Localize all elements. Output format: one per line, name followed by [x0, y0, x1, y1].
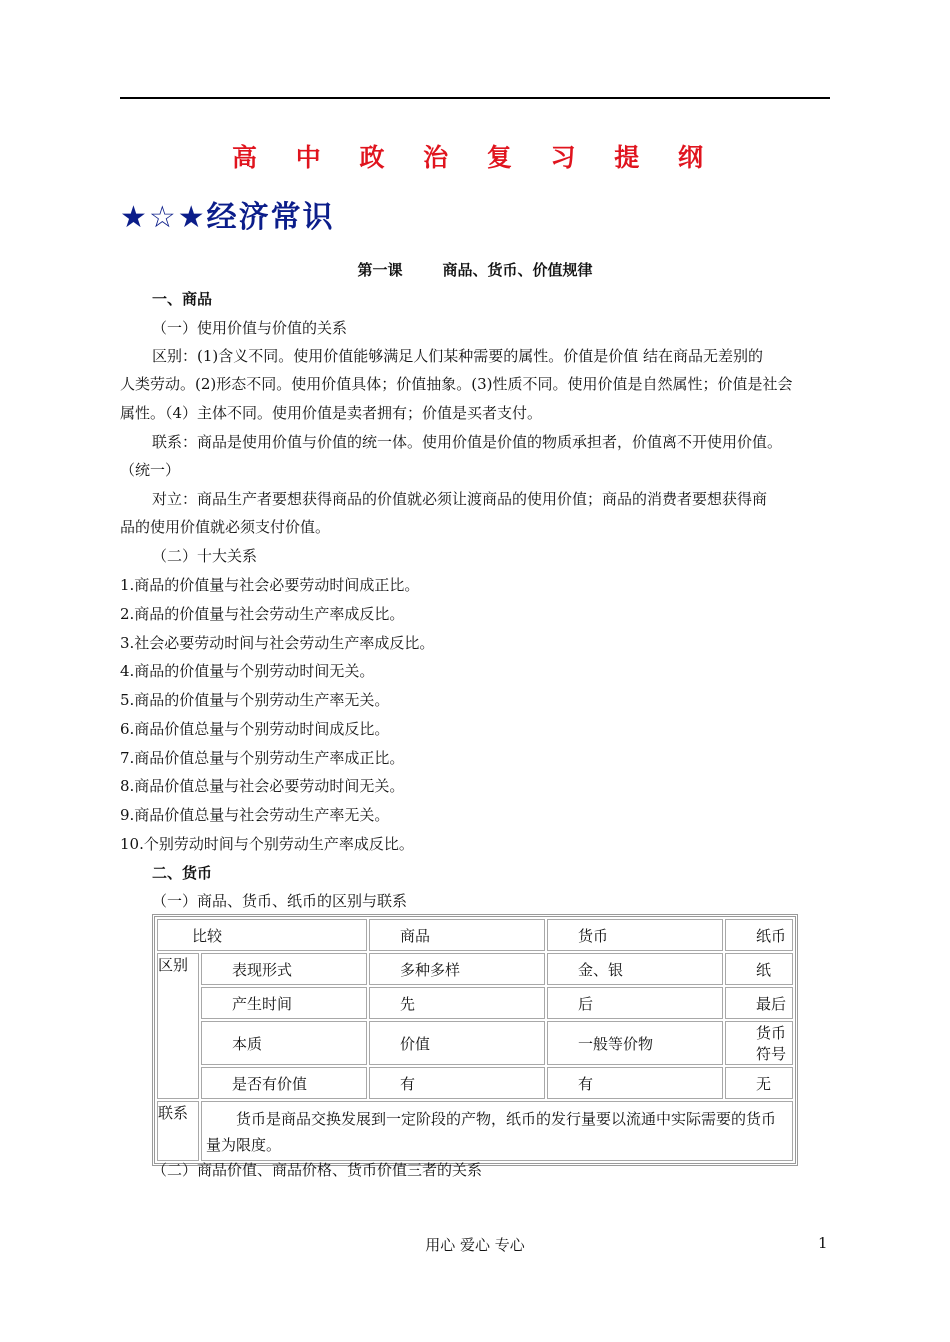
header-cell: 纸币	[725, 919, 793, 951]
table-link-row	[157, 1101, 793, 1161]
diff-label-cell: 区别	[157, 953, 199, 1099]
header-cell: 货币	[547, 919, 723, 951]
table-row	[157, 1067, 793, 1099]
header-rule	[120, 97, 830, 99]
opp-line-2: 品的使用价值就必须支付价值。	[120, 518, 331, 536]
part2-heading: 二、货币	[152, 864, 213, 882]
relation-item: 5.商品的价值量与个别劳动生产率无关。	[120, 691, 390, 709]
relation-item: 2.商品的价值量与社会劳动生产率成反比。	[120, 605, 405, 623]
table-cell: 多种多样	[369, 953, 545, 985]
part1-heading: 一、商品	[152, 290, 213, 308]
table-cell: 纸	[725, 953, 793, 985]
footer-motto: 用心 爱心 专心	[425, 1236, 525, 1254]
table-cell: 本质	[201, 1021, 367, 1065]
header-cell: 商品	[369, 919, 545, 951]
lesson-heading	[0, 259, 950, 280]
table-row	[157, 953, 793, 985]
page-number: 1	[818, 1234, 828, 1252]
page-title: 高 中 政 治 复 习 提 纲	[232, 143, 718, 172]
table-row	[157, 1021, 793, 1065]
part2-sub2: （二）商品价值、商品价格、货币价值三者的关系	[152, 1161, 483, 1179]
header-cell: 比较	[157, 919, 367, 951]
relation-item: 8.商品价值总量与社会必要劳动时间无关。	[120, 777, 405, 795]
relation-item: 3.社会必要劳动时间与社会劳动生产率成反比。	[120, 634, 435, 652]
diff-line-3: 属性。（4）主体不同。使用价值是卖者拥有；价值是买者支付。	[120, 404, 543, 422]
relation-item: 4.商品的价值量与个别劳动时间无关。	[120, 662, 375, 680]
table-cell: 产生时间	[201, 987, 367, 1019]
diff-line-2: 人类劳动。(2)形态不同。使用价值具体；价值抽象。(3)性质不同。使用价值是自然属性；价值是社会	[120, 375, 793, 393]
table-cell: 是否有价值	[201, 1067, 367, 1099]
table-cell: 一般等价物	[547, 1021, 723, 1065]
lesson-title: 商品、货币、价值规律	[442, 261, 593, 279]
relation-item: 6.商品价值总量与个别劳动时间成反比。	[120, 720, 390, 738]
table-cell: 金、银	[547, 953, 723, 985]
table-cell: 价值	[369, 1021, 545, 1065]
table-cell: 后	[547, 987, 723, 1019]
part1-sub2: （二）十大关系	[152, 547, 258, 565]
comparison-table	[152, 914, 798, 1166]
relation-item: 10.个别劳动时间与个别劳动生产率成反比。	[120, 835, 414, 853]
table-cell: 有	[547, 1067, 723, 1099]
link-line-1: 联系：商品是使用价值与价值的统一体。使用价值是价值的物质承担者，价值离不开使用价值。	[152, 433, 783, 451]
part2-sub1: （一）商品、货币、纸币的区别与联系	[152, 892, 408, 910]
lesson-number: 第一课	[357, 261, 403, 279]
opp-line-1: 对立：商品生产者要想获得商品的价值就必须让渡商品的使用价值；商品的消费者要想获得商	[152, 490, 768, 508]
link-line-2: （统一）	[120, 461, 181, 479]
table-cell: 无	[725, 1067, 793, 1099]
relation-item: 9.商品价值总量与社会劳动生产率无关。	[120, 806, 390, 824]
table-cell: 先	[369, 987, 545, 1019]
link-label-cell: 联系	[157, 1101, 199, 1161]
table-cell: 表现形式	[201, 953, 367, 985]
diff-line-1: 区别：(1)含义不同。使用价值能够满足人们某种需要的属性。价值是价值 结在商品无差别的	[152, 347, 764, 365]
link-text-cell: 货币是商品交换发展到一定阶段的产物，纸币的发行量要以流通中实际需要的货币量为限度。	[201, 1101, 793, 1161]
table-cell: 最后	[725, 987, 793, 1019]
table-cell: 有	[369, 1067, 545, 1099]
section-heading: ★☆★经济常识	[120, 200, 335, 235]
relation-item: 1.商品的价值量与社会必要劳动时间成正比。	[120, 576, 420, 594]
part1-sub1: （一）使用价值与价值的关系	[152, 319, 348, 337]
table-cell: 货币符号	[725, 1021, 793, 1065]
table-header-row	[157, 919, 793, 951]
table-row	[157, 987, 793, 1019]
relation-item: 7.商品价值总量与个别劳动生产率成正比。	[120, 749, 405, 767]
